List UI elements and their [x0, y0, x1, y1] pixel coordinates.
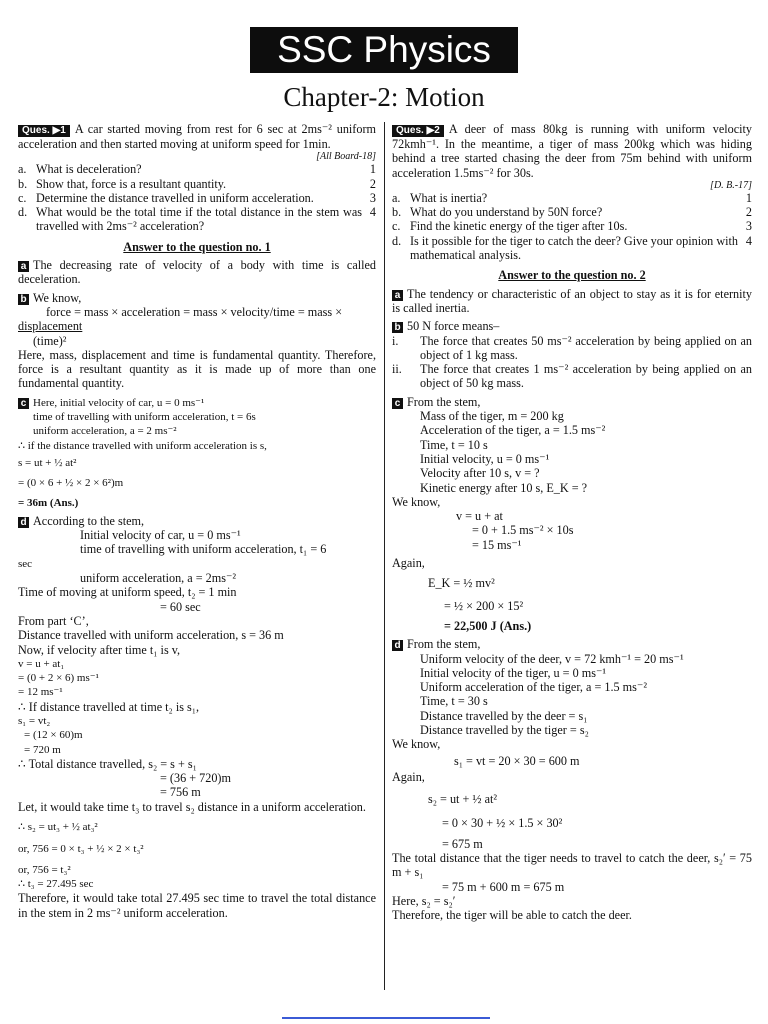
equation-line: From part ‘C’,	[18, 613, 89, 628]
part-b-marker: b	[18, 294, 29, 305]
list-item: c. Determine the distance travelled in uniform acceleration. 3	[18, 190, 376, 205]
board-reference: [D. B.-17]	[710, 179, 752, 191]
part-a-marker: a	[18, 261, 29, 272]
equation-line: Again,	[392, 556, 425, 571]
question-1-stem	[18, 122, 376, 162]
equation-line: Time, t = 30 s	[420, 694, 488, 709]
equation-line: Therefore, the tiger will be able to catch the deer.	[392, 908, 632, 923]
book-title-banner: SSC Physics	[250, 27, 518, 73]
board-reference: [All Board-18]	[316, 151, 376, 163]
equation-line: time of travelling with uniform acceleration, t = 6s	[33, 411, 256, 424]
equation-line: Initial velocity of car, u = 0 ms⁻¹	[80, 528, 241, 543]
bottom-link-underline	[282, 1017, 490, 1019]
equation-line: Uniform acceleration of the tiger, a = 1.5 ms⁻²	[420, 680, 647, 695]
answer-value: = 22,500 J (Ans.)	[444, 618, 532, 633]
equation-line: s₂ = ut + ½ at²	[428, 792, 498, 807]
equation-line: = (12 × 60)m	[24, 729, 83, 742]
equation-line: Distance travelled with uniform acceleration, s = 36 m	[18, 628, 284, 643]
equation-line: = (36 + 720)m	[160, 771, 231, 786]
equation-line: displacement	[18, 319, 83, 334]
list-item: a. What is inertia? 1	[392, 190, 752, 205]
chapter-title: Chapter-2: Motion	[283, 82, 485, 112]
answer-c: c Here, initial velocity of car, u = 0 ms⁻¹	[18, 395, 376, 410]
equation-line: = 12 ms⁻¹	[18, 686, 63, 699]
answer-a: a The tendency or characteristic of an object to stay as it is for eternity is called inertia.	[392, 286, 752, 315]
equation-line: = (0 × 6 + ½ × 2 × 6²)m	[18, 477, 124, 490]
answer-heading: Answer to the question no. 2	[498, 268, 646, 283]
part-c-marker: c	[392, 398, 403, 409]
equation-line: ∴ s₂ = ut₃ + ½ at₃²	[18, 821, 98, 834]
equation-line: = 60 sec	[160, 599, 201, 614]
list-item: c. Find the kinetic energy of the tiger after 10s. 3	[392, 219, 752, 234]
equation-line: ∴ If distance travelled at time t₂ is s₁,	[18, 699, 200, 714]
equation-line: Velocity after 10 s, v = ?	[420, 466, 540, 481]
list-item: d. Is it possible for the tiger to catch the deer? Give your opinion with mathematical analysis. 4	[392, 233, 752, 263]
equation-line: = 15 ms⁻¹	[472, 537, 522, 552]
equation-line: = 756 m	[160, 785, 201, 800]
answer-d: d From the stem,	[392, 637, 752, 651]
equation-line: s = ut + ½ at²	[18, 456, 77, 469]
equation-line: s₁ = vt₂	[18, 714, 51, 727]
equation-line: We know,	[392, 737, 441, 752]
equation-line: ∴ t₃ = 27.495 sec	[18, 877, 94, 890]
equation-line: Kinetic energy after 10 s, E_K = ?	[420, 480, 588, 495]
question-tag: Ques. ▶1	[18, 125, 70, 137]
list-item: a. What is deceleration? 1	[18, 162, 376, 177]
equation-line: = 720 m	[24, 743, 61, 756]
equation-line: We know,	[392, 494, 441, 509]
part-b-marker: b	[392, 322, 403, 333]
equation-line: Time, t = 10 s	[420, 437, 488, 452]
equation-line: time of travelling with uniform acceleration, t₁ = 6	[80, 542, 327, 557]
equation-line: = 675 m	[442, 836, 483, 851]
equation-line: v = u + at₁	[18, 657, 65, 670]
equation-line: E_K = ½ mv²	[428, 576, 495, 591]
equation-line: v = u + at	[456, 509, 503, 524]
equation-line: Now, if velocity after time t₁ is v,	[18, 642, 181, 657]
equation-line: s₁ = vt = 20 × 30 = 600 m	[454, 753, 580, 768]
equation-line: Here, s₂ = s₂′	[392, 893, 456, 908]
paragraph: Let, it would take time t₃ to travel s₂ distance in a uniform acceleration.	[18, 799, 366, 814]
question-text: A car started moving from rest for 6 sec at 2ms⁻² uniform acceleration and then started moving at uniform speed for 1min.	[18, 122, 376, 151]
equation-line: Acceleration of the tiger, a = 1.5 ms⁻²	[420, 423, 606, 438]
list-item: d. What would be the total time if the total distance in the stem was travelled with 2ms⁻² acceleration? 4	[18, 205, 376, 234]
answer-a: a The decreasing rate of velocity of a body with time is called deceleration.	[18, 258, 376, 287]
question-2-column	[392, 122, 752, 923]
equation-line: ∴ if the distance travelled with uniform acceleration is s,	[18, 439, 267, 452]
equation-line: Initial velocity of the tiger, u = 0 ms⁻¹	[420, 665, 607, 680]
paragraph: Here, mass, displacement and time is fundamental quantity. Therefore, force is a resultant quantity as it is made up of more than one fundamental quantity.	[18, 347, 376, 391]
part-a-marker: a	[392, 290, 403, 301]
equation-line: sec	[18, 557, 33, 570]
question-tag: Ques. ▶2	[392, 125, 444, 137]
list-item: b. Show that, force is a resultant quantity. 2	[18, 176, 376, 191]
equation-line: (time)²	[33, 333, 67, 348]
equation-line: = (0 + 2 × 6) ms⁻¹	[18, 672, 99, 685]
equation-line: ∴ Total distance travelled, s₂ = s + s₁	[18, 756, 197, 771]
answer-value: = 36m (Ans.)	[18, 496, 79, 509]
equation-line: Uniform velocity of the deer, v = 72 kmh⁻¹ = 20 ms⁻¹	[420, 651, 684, 666]
answer-d: d According to the stem,	[18, 514, 376, 528]
list-item: b. What do you understand by 50N force? 2	[392, 205, 752, 220]
equation-line: uniform acceleration, a = 2ms⁻²	[80, 571, 237, 586]
equation-line: or, 756 = t₃²	[18, 863, 71, 876]
question-1-column	[18, 122, 376, 920]
answer-heading: Answer to the question no. 1	[123, 239, 271, 254]
equation-line: Distance travelled by the deer = s₁	[420, 708, 588, 723]
equation-line: Mass of the tiger, m = 200 kg	[420, 409, 564, 424]
column-divider	[384, 122, 385, 990]
equation-line: Again,	[392, 769, 425, 784]
equation-line: uniform acceleration, a = 2 ms⁻²	[33, 425, 177, 438]
question-text: A deer of mass 80kg is running with uniform velocity 72kmh⁻¹. In the meantime, a tiger of mass 200kg which was hiding behind a tree started chasing the deer from 75m behind with uniform acceleration 1.5ms⁻² for 30s.	[392, 122, 752, 180]
list-item: i. The force that creates 50 ms⁻² acceleration by being applied on an object of 1 kg mass.	[392, 333, 752, 362]
equation-line: Initial velocity, u = 0 ms⁻¹	[420, 451, 550, 466]
equation-line: Time of moving at uniform speed, t₂ = 1 min	[18, 585, 237, 600]
paragraph: Therefore, it would take total 27.495 sec time to travel the total distance in the stem in 2 ms⁻² uniform acceleration.	[18, 891, 376, 920]
equation-line: = ½ × 200 × 15²	[444, 598, 524, 613]
list-item: ii. The force that creates 1 ms⁻² acceleration by being applied on an object of 50 kg mass.	[392, 362, 752, 391]
part-c-marker: c	[18, 398, 29, 409]
question-2-stem	[392, 122, 752, 191]
equation-line: Distance travelled by the tiger = s₂	[420, 722, 589, 737]
answer-c: c From the stem,	[392, 395, 752, 409]
equation-line: or, 756 = 0 × t₃ + ½ × 2 × t₃²	[18, 843, 144, 856]
paragraph: The total distance that the tiger needs to travel to catch the deer, s₂′ = 75 m + s₁	[392, 851, 752, 880]
equation-line: = 0 + 1.5 ms⁻² × 10s	[472, 523, 574, 538]
answer-b: b We know,	[18, 291, 376, 305]
equation-line: force = mass × acceleration = mass × velocity/time = mass ×	[46, 304, 343, 319]
equation-line: = 75 m + 600 m = 675 m	[442, 879, 565, 894]
answer-b: b 50 N force means–	[392, 319, 752, 333]
part-d-marker: d	[18, 517, 29, 528]
part-d-marker: d	[392, 640, 403, 651]
equation-line: = 0 × 30 + ½ × 1.5 × 30²	[442, 816, 563, 831]
